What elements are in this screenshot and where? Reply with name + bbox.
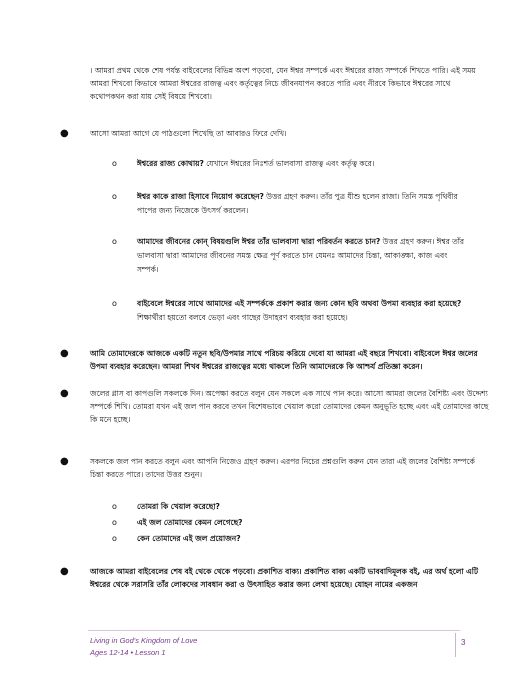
intro-paragraph: । আমরা প্রথম থেকে শেষ পর্যন্ত বাইবেলের বিভিন্ন অংশ পড়বো, যেন ঈশ্বর সম্পর্কে এবং ঈশ্বরের রাজ্য সম্পর্কে শিখতে পারি। এই সময় আমরা শিখবো কিভাবে আমরা ঈশ্বরের রাজত্ব এবং কর্তৃত্বের নিচে জীবনযাপন করতে পারি এবং নীরবে কিভাবে ঈশ্বরের সাথে কথোপকথন করা যায় সেই বিষয়ে শিখবো। <box>90 66 476 101</box>
circle-bullet-icon: o <box>112 534 117 543</box>
circle-bullet-icon: o <box>112 192 117 201</box>
footer-divider <box>88 630 460 631</box>
review-question: ঈশ্বর কাকে রাজা হিসাবে নিয়োগ করেছেন? <box>137 192 264 201</box>
footer-vertical-divider <box>455 633 456 657</box>
review-heading: আসো আমরা আগে যে পাঠগুলো শিখেছি তা আবারও ফিরে দেখি। <box>90 129 287 138</box>
new-picture-text: আমি তোমাদেরকে আজকে একটি নতুন ছবি/উপমার সাথে পরিচয় করিয়ে দেবো যা আমরা এই বছরে শিখবো। বাইবেলে ঈশ্বর জলের উপমা ব্যবহার করেছেন। আমরা শিখব ঈশ্বরের রাজত্বের মধ্যে থাকলে তিনি আমাদেরকে কি আশ্চর্য প্রতিজ্ঞা করেন। <box>90 349 478 371</box>
circle-bullet-icon: o <box>112 237 117 246</box>
review-question: আমাদের জীবনের কোন্ বিষয়গুলি ঈশ্বর তাঁর ভালবাসা দ্বারা পরিবর্তন করতে চান? <box>137 237 381 246</box>
circle-bullet-icon: o <box>112 518 117 527</box>
bullet-icon: ● <box>60 566 69 577</box>
question-text: কেন তোমাদের এই জল প্রয়োজন? <box>137 534 241 543</box>
question-text: এই জল তোমাদের কেমন লেগেছে? <box>137 518 243 527</box>
review-question: ঈশ্বরের রাজ্য কোথায়? <box>137 159 204 168</box>
review-answer: শিক্ষার্থীরা হয়তো বলবে ভেড়া এবং গাছের উদাহরণ ব্যবহার করা হয়েছে। <box>137 313 348 322</box>
footer-subtitle: Ages 12-14 • Lesson 1 <box>90 648 166 657</box>
circle-bullet-icon: o <box>112 159 117 168</box>
bullet-icon: ● <box>60 128 69 139</box>
water-instruction-text: জলের গ্লাস বা কাপগুলি সকলকে দিন। অপেক্ষা করতে বলুন যেন সকলে এক সাথে পান করে। আসো আমরা জলের বৈশিষ্ট্য এবং উদ্দেশ্য সম্পর্কে শিখি। তোমরা যখন এই জল পান করবে তখন বিশেষভাবে খেয়াল করো তোমাদের কেমন অনুভূতি হচ্ছে এবং এই তোমাদের কাছে কি মনে হচ্ছে। <box>90 389 489 424</box>
review-question: বাইবেলে ঈশ্বরের সাথে আমাদের এই সম্পর্ককে প্রকাশ করার জন্য কোন ছবি অথবা উপমা ব্যবহার করা হয়েছে? <box>137 299 462 308</box>
review-answer: যেখানে ঈশ্বরের নিঃশর্ত ভালবাসা রাজত্ব এবং কর্তৃত্ব করে। <box>203 159 375 168</box>
review-answer: উত্তর গ্রহণ করুন। তাঁর পুত্র যীশু হলেন রাজা। তিনি সমস্ত পৃথিবীর পাপের জন্য নিজেকে উৎসর্গ করলেন। <box>137 192 458 215</box>
closing-text: আজকে আমরা বাইবেলের শেষ বই থেকে থেকে পড়বো। প্রকাশিত বাক্য। প্রকাশিত বাক্য একটি ভাববাদিমূলক বই, এর অর্থ হলো এটি ঈশ্বরের থেকে সরাসরি তাঁর লোকদের সাবধান করা ও উৎসাহিত করার জন্য লেখা হয়েছে। যোহন নামের একজন <box>90 567 478 589</box>
bullet-icon: ● <box>60 348 69 359</box>
circle-bullet-icon: o <box>112 502 117 511</box>
circle-bullet-icon: o <box>112 299 117 308</box>
bullet-icon: ● <box>60 388 69 399</box>
drink-instruction-text: সকলকে জল পান করতে বলুন এবং আপনি নিজেও গ্রহণ করুন। এরপর নিচের প্রশ্নগুলি করুন যেন তারা এই জলের বৈশিষ্ট্য সম্পর্কে চিন্তা করতে পারে। তাদের উত্তর শুনুন। <box>90 457 475 479</box>
page-number: 3 <box>461 638 466 647</box>
bullet-icon: ● <box>60 456 69 467</box>
review-answer: উত্তর গ্রহণ করুন। ঈশ্বর তাঁর ভালবাসা দ্বারা আমাদের জীবনের সমস্ত ক্ষেত্র পূর্ণ করতে চান যেমনঃ আমাদের চিন্তা, আকাঙ্ক্ষা, কাজ এবং সম্পর্ক। <box>137 237 464 274</box>
footer-title: Living in God's Kingdom of Love <box>90 636 198 645</box>
question-text: তোমরা কি খেয়াল করেছো? <box>137 502 220 511</box>
